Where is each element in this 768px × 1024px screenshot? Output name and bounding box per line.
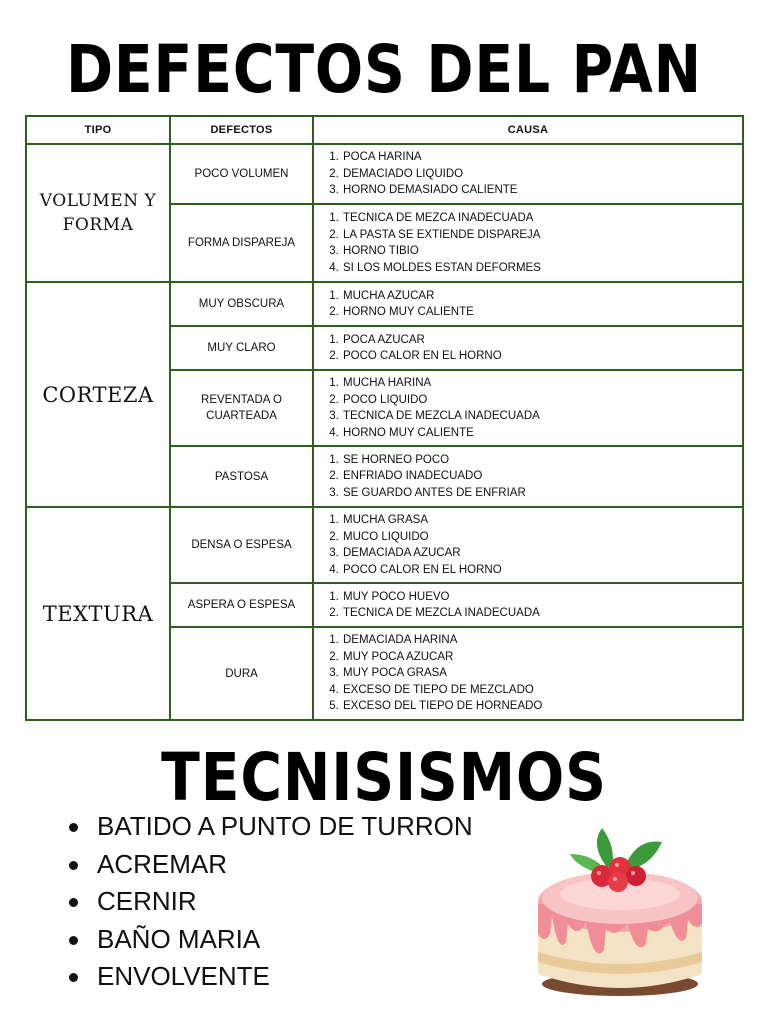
cause-item: 1. MUY POCO HUEVO — [342, 589, 742, 606]
table-body — [26, 144, 743, 720]
defect-cell: FORMA DISPAREJA — [170, 204, 313, 282]
cause-item: 3. HORNO TIBIO — [342, 243, 742, 260]
cause-item: 1. POCA AZUCAR — [342, 332, 742, 349]
list-item — [55, 921, 473, 959]
cause-item: 2. DEMACIADO LIQUIDO — [342, 166, 742, 183]
list-item — [55, 846, 473, 884]
cause-cell — [313, 144, 743, 204]
bullet-icon — [69, 898, 78, 907]
type-cell: CORTEZA — [26, 282, 170, 507]
table-row — [26, 282, 743, 326]
cause-list — [314, 149, 742, 199]
cause-list — [314, 288, 742, 321]
cause-cell — [313, 446, 743, 507]
cause-item: 2. POCO CALOR EN EL HORNO — [342, 348, 742, 365]
list-item — [55, 958, 473, 996]
cause-item: 1. SE HORNEO POCO — [342, 452, 742, 469]
cause-item: 2. MUY POCA AZUCAR — [342, 649, 742, 666]
defect-cell: MUY OBSCURA — [170, 282, 313, 326]
cause-list — [314, 632, 742, 715]
cause-list — [314, 332, 742, 365]
cause-item: 3. DEMACIADA AZUCAR — [342, 545, 742, 562]
cause-item: 3. HORNO DEMASIADO CALIENTE — [342, 182, 742, 199]
cause-item: 2. MUCO LIQUIDO — [342, 529, 742, 546]
cause-item: 2. TECNICA DE MEZCLA INADECUADA — [342, 605, 742, 622]
cause-item: 4. SI LOS MOLDES ESTAN DEFORMES — [342, 260, 742, 277]
list-item-label: CERNIR — [97, 886, 197, 916]
cause-item: 2. LA PASTA SE EXTIENDE DISPAREJA — [342, 227, 742, 244]
list-item — [55, 808, 473, 846]
defect-cell: MUY CLARO — [170, 326, 313, 370]
defects-table — [25, 115, 744, 721]
cause-item: 3. SE GUARDO ANTES DE ENFRIAR — [342, 485, 742, 502]
cause-item: 5. EXCESO DEL TIEPO DE HORNEADO — [342, 698, 742, 715]
cause-list — [314, 589, 742, 622]
cause-item: 3. MUY POCA GRASA — [342, 665, 742, 682]
cause-list — [314, 210, 742, 276]
defect-cell: DURA — [170, 627, 313, 720]
cause-item: 1. TECNICA DE MEZCA INADECUADA — [342, 210, 742, 227]
header-tipo: TIPO — [26, 116, 170, 144]
bullet-icon — [69, 973, 78, 982]
cause-item: 1. MUCHA AZUCAR — [342, 288, 742, 305]
cause-item: 4. HORNO MUY CALIENTE — [342, 425, 742, 442]
bullet-icon — [69, 936, 78, 945]
cause-item: 3. TECNICA DE MEZCLA INADECUADA — [342, 408, 742, 425]
table-row — [26, 144, 743, 204]
cause-list — [314, 452, 742, 502]
cause-item: 4. POCO CALOR EN EL HORNO — [342, 562, 742, 579]
section-title: TECNISISMOS — [161, 739, 607, 816]
cause-item: 2. ENFRIADO INADECUADO — [342, 468, 742, 485]
cause-item: 2. HORNO MUY CALIENTE — [342, 304, 742, 321]
defect-cell: POCO VOLUMEN — [170, 144, 313, 204]
cause-list — [314, 512, 742, 578]
bullet-icon — [69, 861, 78, 870]
table-row — [26, 507, 743, 583]
cause-cell — [313, 326, 743, 370]
cause-item: 4. EXCESO DE TIEPO DE MEZCLADO — [342, 682, 742, 699]
cause-item: 1. DEMACIADA HARINA — [342, 632, 742, 649]
cause-cell — [313, 204, 743, 282]
cause-cell — [313, 627, 743, 720]
cause-item: 1. MUCHA HARINA — [342, 375, 742, 392]
cause-cell — [313, 583, 743, 627]
cause-item: 2. POCO LIQUIDO — [342, 392, 742, 409]
defect-cell: REVENTADA O CUARTEADA — [170, 370, 313, 446]
type-cell: TEXTURA — [26, 507, 170, 720]
cause-item: 1. POCA HARINA — [342, 149, 742, 166]
type-cell: VOLUMEN Y FORMA — [26, 144, 170, 282]
page-title: DEFECTOS DEL PAN — [65, 31, 703, 108]
table-header — [26, 116, 743, 144]
defect-cell: PASTOSA — [170, 446, 313, 507]
tecnisismos-list — [55, 808, 473, 996]
list-item-label: ACREMAR — [97, 848, 228, 879]
list-item — [55, 883, 473, 921]
cause-list — [314, 375, 742, 441]
header-causa: CAUSA — [313, 116, 743, 144]
cause-item: 1. MUCHA GRASA — [342, 512, 742, 529]
cause-cell — [313, 370, 743, 446]
defect-cell: DENSA O ESPESA — [170, 507, 313, 583]
cause-cell — [313, 282, 743, 326]
defect-cell: ASPERA O ESPESA — [170, 583, 313, 627]
cake-icon — [520, 824, 720, 1004]
list-item-label: BATIDO A PUNTO DE TURRON — [97, 811, 473, 841]
bullet-icon — [69, 823, 78, 832]
list-item-label: ENVOLVENTE — [97, 961, 270, 991]
list-item-label: BAÑO MARIA — [97, 923, 261, 954]
cause-cell — [313, 507, 743, 583]
header-defectos: DEFECTOS — [170, 116, 313, 144]
